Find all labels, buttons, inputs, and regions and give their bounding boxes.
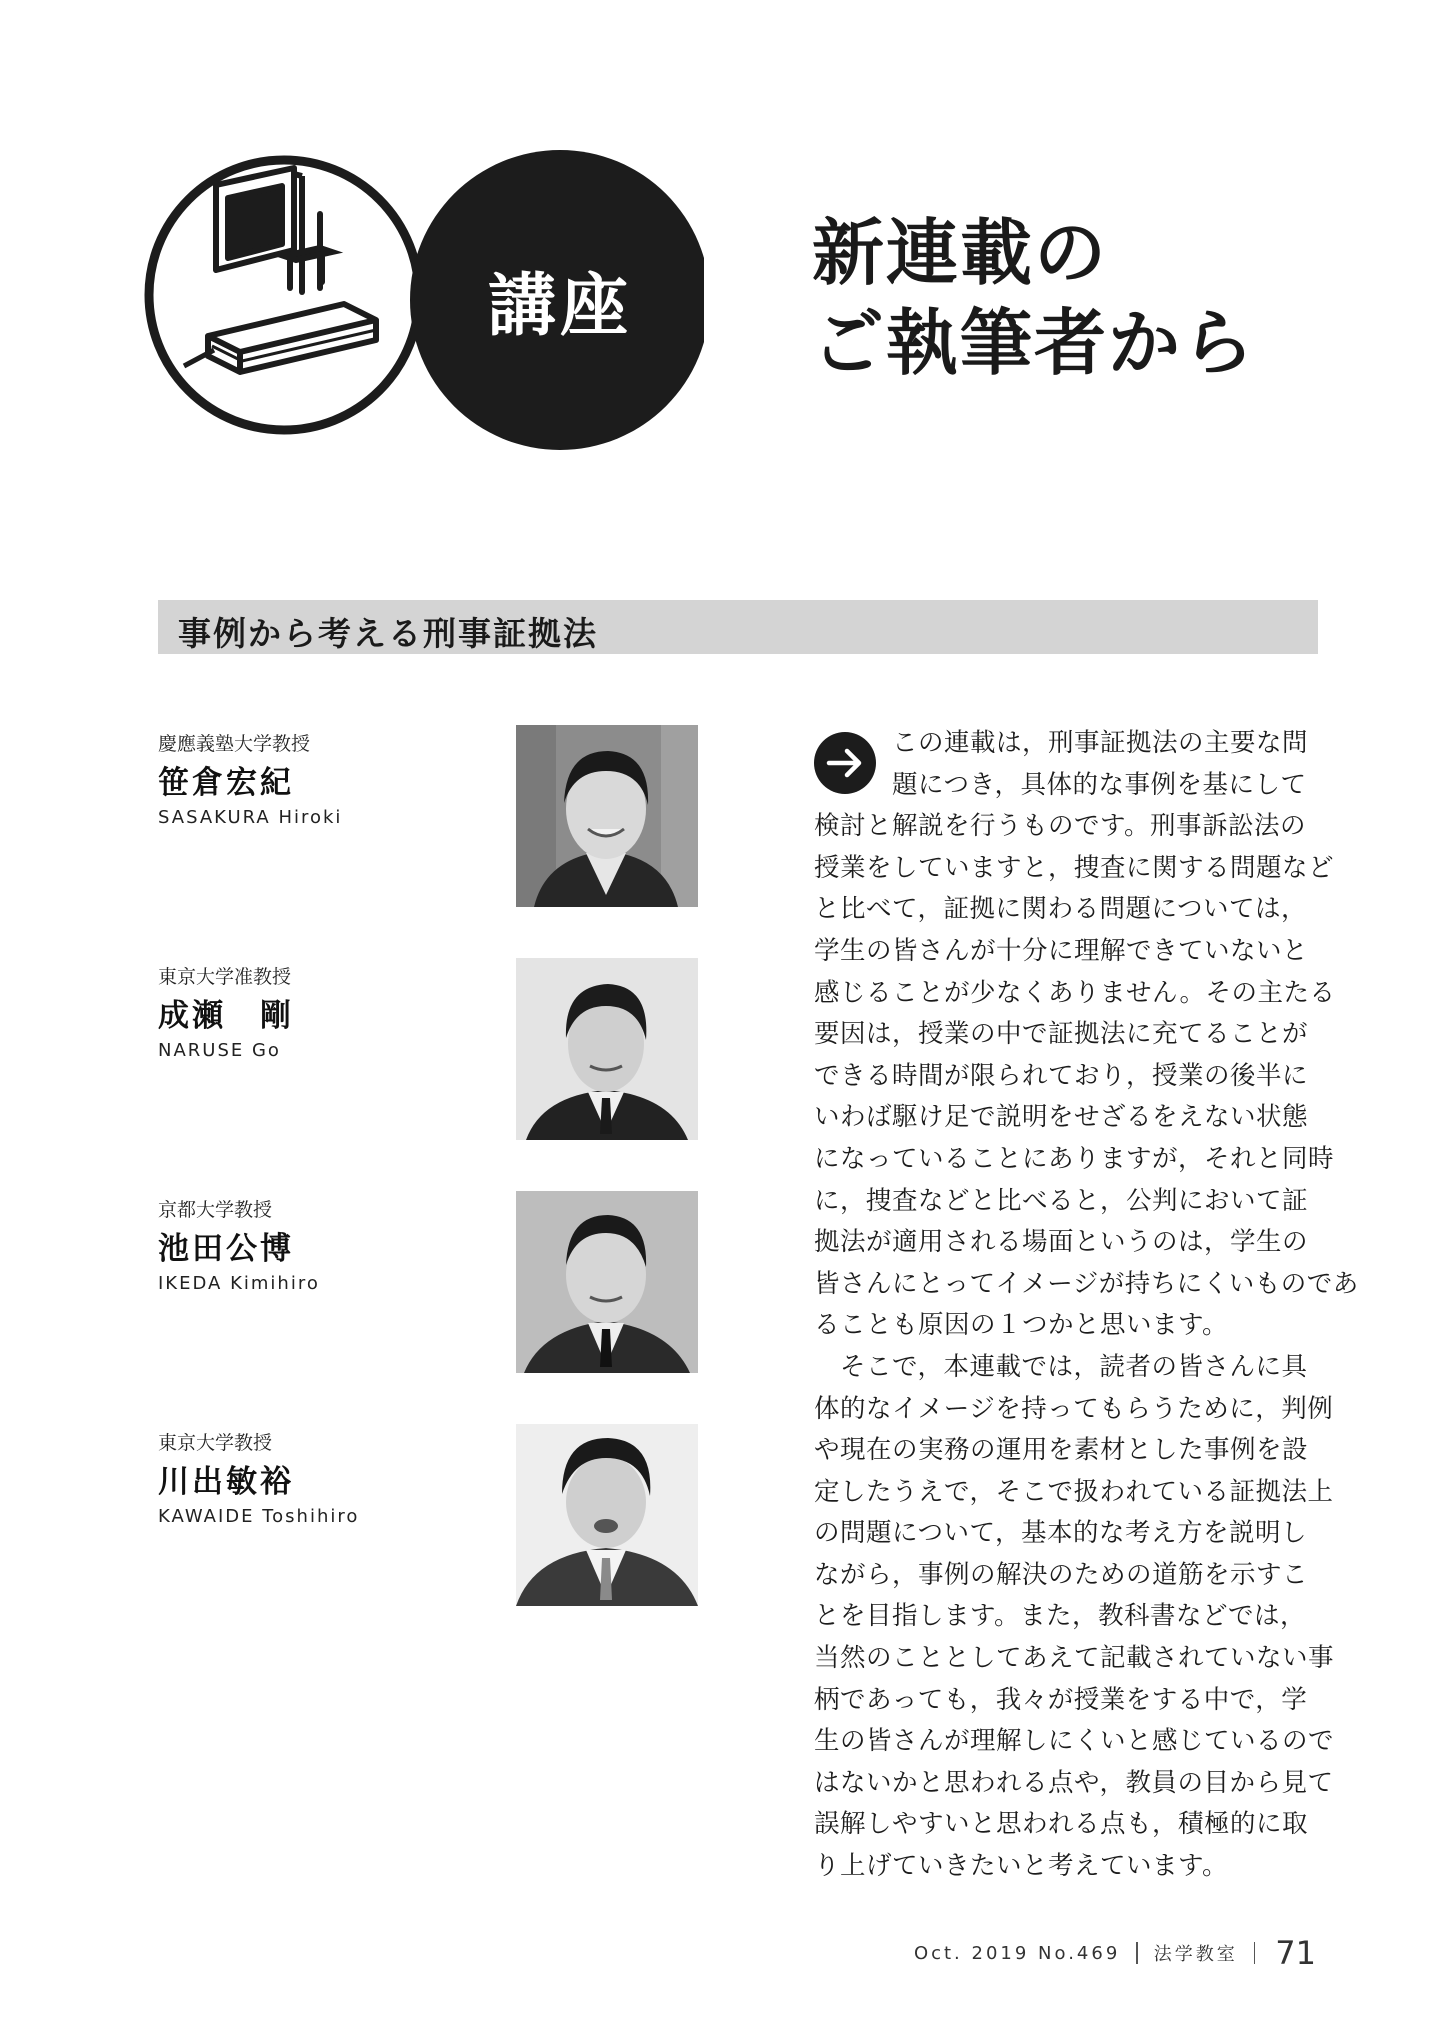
body-line: ることも原因の１つかと思います。 [814, 1310, 1228, 1341]
body-line: この連載は，刑事証拠法の主要な問 [892, 728, 1309, 758]
issue-info: Oct. 2019 No.469 [913, 1942, 1121, 1964]
body-line: 検討と解説を行うものです。刑事訴訟法の [814, 811, 1306, 842]
body-line: いわば駆け足で説明をせざるをえない状態 [814, 1102, 1309, 1133]
body-line: 当然のこととしてあえて記載されていない事 [814, 1643, 1335, 1674]
author-name-roman: IKEDA Kimihiro [158, 1273, 320, 1294]
body-line: 題につき，具体的な事例を基にして [892, 769, 1307, 800]
author-photo [516, 1191, 698, 1373]
body-line: の問題について，基本的な考え方を説明し [814, 1518, 1307, 1549]
author-name: 池田公博 [158, 1231, 294, 1267]
body-line: 皆さんにとってイメージが持ちにくいものであ [814, 1268, 1359, 1299]
author-name-roman: KAWAIDE Toshihiro [158, 1506, 360, 1527]
author-photo [516, 725, 698, 907]
body-line: できる時間が限られており，授業の後半に [814, 1060, 1309, 1091]
body-line: はないかと思われる点や，教員の目から見て [814, 1767, 1334, 1798]
page-title [812, 208, 1372, 388]
body-line: と比べて，証拠に関わる問題については， [814, 894, 1307, 925]
footer-divider [1136, 1942, 1138, 1964]
body-line: 生の皆さんが理解しにくいと感じているので [814, 1726, 1335, 1757]
page-footer [914, 1933, 1316, 1973]
author-card [158, 1191, 718, 1376]
magazine-name: 法学教室 [1153, 1944, 1238, 1965]
body-line: 感じることが少なくありません。その主たる [814, 977, 1336, 1008]
body-line: 柄であっても，我々が授業をする中で，学 [814, 1684, 1308, 1715]
body-line: り上げていきたいと考えています。 [814, 1851, 1228, 1882]
author-photo [516, 958, 698, 1140]
body-line: や現在の実務の運用を素材とした事例を設 [814, 1435, 1309, 1466]
footer-divider [1254, 1942, 1256, 1964]
author-name-roman: NARUSE Go [158, 1040, 281, 1061]
body-line: 定したうえで，そこで扱われている証拠法上 [814, 1476, 1334, 1507]
author-name: 成瀬 剛 [158, 998, 294, 1034]
body-line: 誤解しやすいと思われる点も，積極的に取 [814, 1809, 1309, 1840]
series-title: 事例から考える刑事証拠法 [178, 614, 598, 653]
author-affiliation: 慶應義塾大学教授 [158, 733, 311, 755]
author-affiliation: 東京大学教授 [158, 1432, 273, 1454]
body-line: 拠法が適用される場面というのは，学生の [814, 1227, 1309, 1258]
author-name-roman: SASAKURA Hiroki [158, 807, 343, 828]
author-photo [516, 1424, 698, 1606]
body-line: 体的なイメージを持ってもらうために，判例 [814, 1393, 1334, 1424]
article-intro-text [814, 723, 1359, 1888]
series-title-bar [158, 600, 1318, 654]
body-line: 要因は，授業の中で証拠法に充てることが [814, 1019, 1309, 1050]
author-card [158, 1424, 718, 1609]
author-name: 笹倉宏紀 [158, 765, 294, 801]
series-category-label: 講座 [487, 266, 632, 346]
body-line: そこで，本連載では，読者の皆さんに具 [840, 1351, 1308, 1382]
body-line: 学生の皆さんが十分に理解できていないと [814, 935, 1309, 966]
body-line: とを目指します。また，教科書などでは， [814, 1601, 1306, 1632]
author-affiliation: 東京大学准教授 [158, 966, 292, 988]
author-card [158, 958, 718, 1143]
page-title-line-1: 新連載の [812, 211, 1109, 295]
body-line: 授業をしていますと，捜査に関する問題など [814, 852, 1335, 883]
page-title-line-2: ご執筆者から [812, 301, 1257, 385]
body-line: に，捜査などと比べると，公判において証 [814, 1185, 1309, 1216]
page-number: 71 [1275, 1934, 1316, 1972]
author-card [158, 725, 718, 910]
author-affiliation: 京都大学教授 [158, 1199, 273, 1221]
body-line: になっていることにありますが，それと同時 [814, 1143, 1335, 1174]
body-line: ながら，事例の解決のための道筋を示すこ [814, 1559, 1309, 1590]
author-name: 川出敏裕 [158, 1464, 294, 1500]
